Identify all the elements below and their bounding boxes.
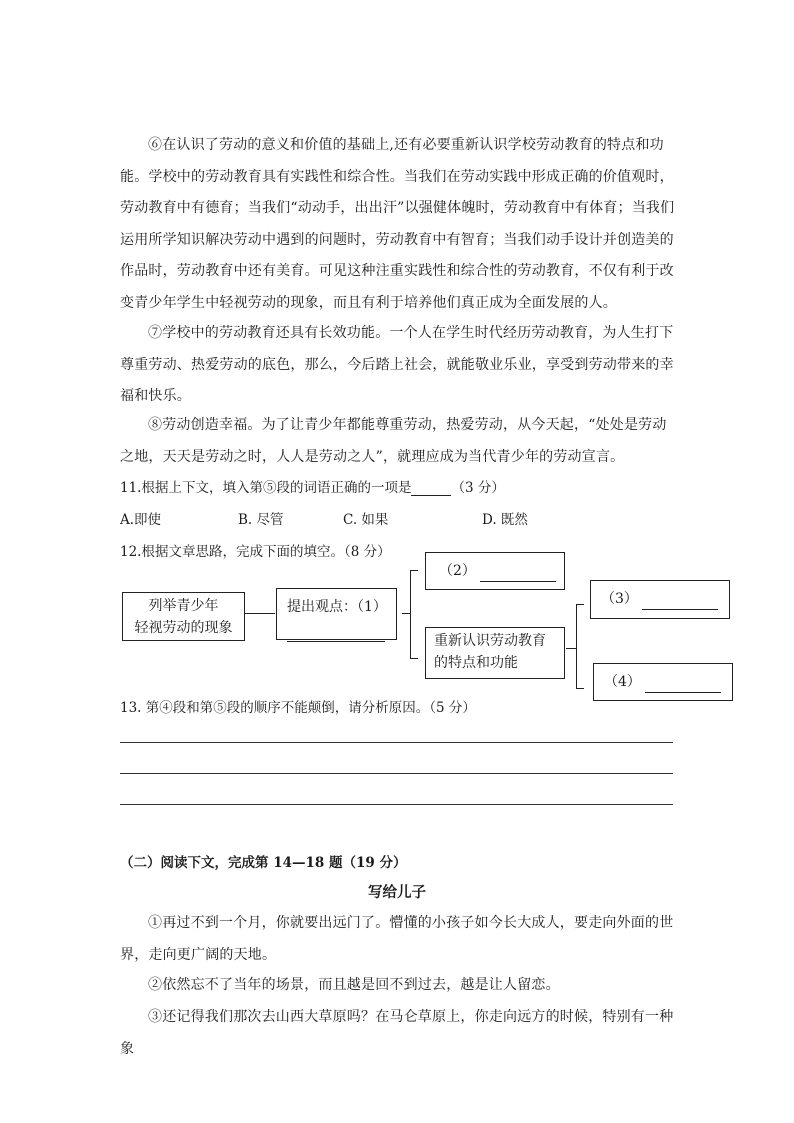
question-11 <box>120 476 505 496</box>
blank-4[interactable] <box>645 680 721 693</box>
answer-line-1[interactable] <box>120 742 673 743</box>
option-a[interactable]: A.即使 <box>120 512 162 528</box>
question-13-stem: 13. 第④段和第⑤段的顺序不能颠倒，请分析原因。（5 分） <box>120 700 476 716</box>
option-b[interactable]: B. 尽管 <box>238 512 284 528</box>
brace-right <box>576 604 577 688</box>
box-2: （2） <box>425 552 565 590</box>
paragraph-8: ⑧劳动创造幸福。为了让青少年都能尊重劳动，热爱劳动，从今天起，“处处是劳动之地，天天是劳动之时，人人是劳动之人”，就理应成为当代青少年的劳动宣言。 <box>120 417 667 465</box>
blank-3[interactable] <box>642 597 718 610</box>
option-c[interactable]: C. 如果 <box>343 512 389 528</box>
article-title: 写给儿子 <box>368 884 426 901</box>
question-11-stem: 11.根据上下文，填入第⑤段的词语正确的一项是 <box>120 480 412 496</box>
section-2-heading: （二）阅读下文，完成第 14—18 题（19 分） <box>120 855 407 871</box>
blank-1[interactable] <box>287 635 385 642</box>
article-paragraph-3: ③还记得我们那次去山西大草原吗？在马仑草原上，你走向远方的时候，特别有一种象 <box>120 1009 674 1057</box>
question-11-score: （3 分） <box>451 480 505 496</box>
article-paragraph-2: ②依然忘不了当年的场景，而且越是回不到过去，越是让人留恋。 <box>148 977 560 993</box>
paragraph-7: ⑦学校中的劳动教育还具有长效功能。一个人在学生时代经历劳动教育，为人生打下尊重劳动、热爱劳动的底色，那么，今后踏上社会，就能敬业乐业，享受到劳动带来的幸福和快乐。 <box>120 325 674 404</box>
box-list-phenomena: 列举青少年 轻视劳动的现象 <box>122 592 245 641</box>
box-reknow: 重新认识劳动教育 的特点和功能 <box>425 627 565 679</box>
blank-2[interactable] <box>480 569 556 582</box>
paragraph-6: ⑥在认识了劳动的意义和价值的基础上,还有必要重新认识学校劳动教育的特点和功能。学校中的劳动教育具有实践性和综合性。当我们在劳动实践中形成正确的价值观时，劳动教育中有德育；当我们“动动手，出出汗”以强健体魄时，劳动教育中有体育；当我们运用所学知识解决劳动中遇到的问题时，劳动教育中有智育；当我们动手设计并创造美的作品时，劳动教育中还有美育。可见这种注重实践性和综合性的劳动教育，不仅有利于改变青少年学生中轻视劳动的现象，而且有利于培养他们真正成为全面发展的人。 <box>120 137 675 311</box>
connector-line <box>245 613 275 614</box>
answer-line-2[interactable] <box>120 773 673 774</box>
question-12-stem: 12.根据文章思路，完成下面的填空。（8 分） <box>120 544 391 560</box>
article-paragraph-1: ①再过不到一个月，你就要出远门了。懵懂的小孩子如今长大成人，要走向外面的世界，走向更广阔的天地。 <box>120 915 674 963</box>
box-view: 提出观点：（1） <box>276 588 397 640</box>
answer-line-3[interactable] <box>120 804 673 805</box>
box-3: （3） <box>590 580 730 619</box>
question-11-blank[interactable] <box>411 481 451 496</box>
box-4: （4） <box>593 663 733 701</box>
brace-left <box>410 570 411 658</box>
option-d[interactable]: D. 既然 <box>482 512 528 528</box>
